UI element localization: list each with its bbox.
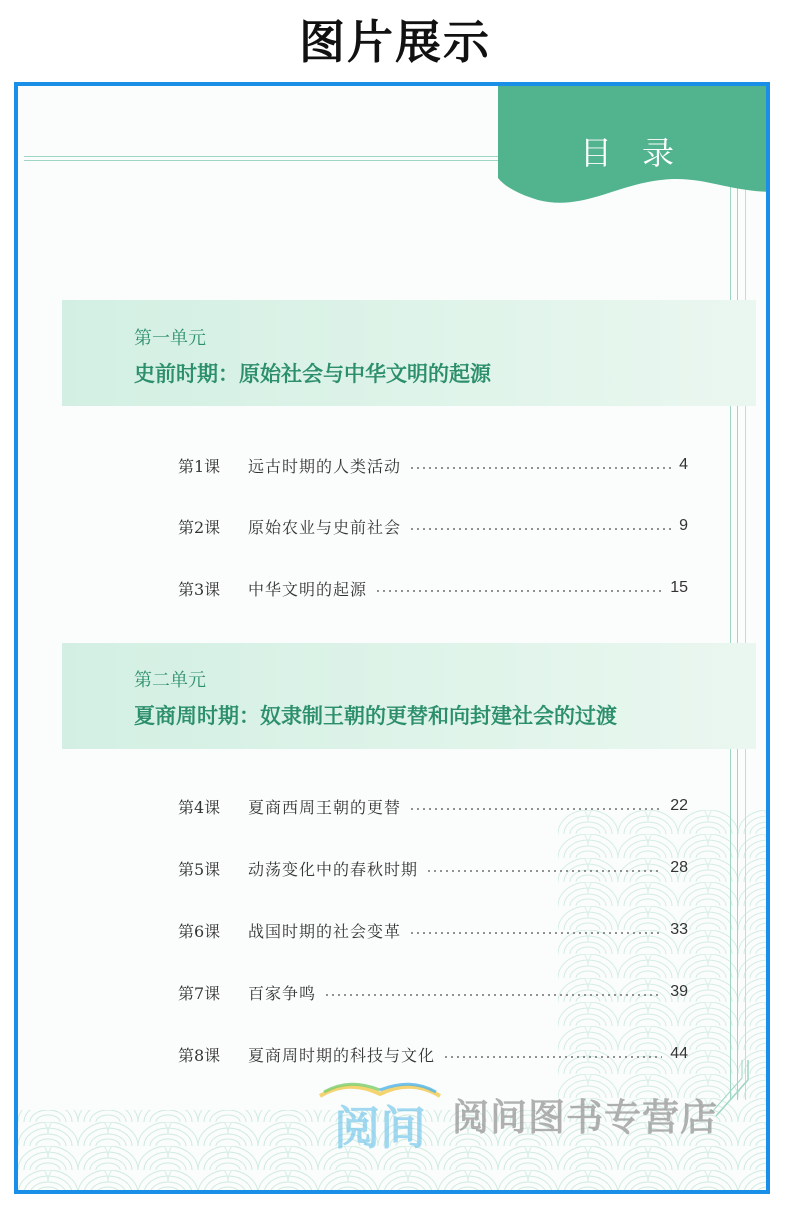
book-page-frame xyxy=(14,82,770,1194)
lesson-title: 百家争鸣 xyxy=(248,983,317,1003)
dot-leader xyxy=(409,528,671,530)
lesson-title: 战国时期的社会变革 xyxy=(248,921,402,941)
dot-leader xyxy=(409,932,662,934)
lesson-number: 第2课 xyxy=(178,517,221,537)
lesson-title: 原始农业与史前社会 xyxy=(248,517,402,537)
lesson-number: 第1课 xyxy=(178,456,221,476)
page-number: 15 xyxy=(670,579,688,596)
page-number: 4 xyxy=(679,456,688,473)
lesson-title: 动荡变化中的春秋时期 xyxy=(248,859,419,879)
dot-leader xyxy=(375,590,662,592)
lesson-title: 远古时期的人类活动 xyxy=(248,456,402,476)
unit-title-1: 史前时期：原始社会与中华文明的起源 xyxy=(134,361,491,386)
lesson-number: 第6课 xyxy=(178,921,221,941)
page-number: 9 xyxy=(679,517,688,534)
page-number: 39 xyxy=(670,983,688,1000)
lesson-number: 第3课 xyxy=(178,579,221,599)
toc-heading: 目 录 xyxy=(579,134,684,172)
lesson-number: 第7课 xyxy=(178,983,221,1003)
lesson-title: 夏商西周王朝的更替 xyxy=(248,797,402,817)
lesson-number: 第4课 xyxy=(178,797,221,817)
toc-entry-lesson-2[interactable] xyxy=(178,514,688,538)
unit-label-1: 第一单元 xyxy=(134,328,206,349)
dot-leader xyxy=(409,467,671,469)
dot-leader xyxy=(426,870,662,872)
unit-banner-1 xyxy=(62,300,756,406)
corner-ornament xyxy=(712,1060,752,1120)
toc-entry-lesson-3[interactable] xyxy=(178,576,688,600)
page-number: 33 xyxy=(670,921,688,938)
toc-entry-lesson-8[interactable] xyxy=(178,1042,688,1066)
toc-entry-lesson-1[interactable] xyxy=(178,453,688,477)
page-number: 28 xyxy=(670,859,688,876)
shop-logo-icon xyxy=(316,1078,444,1150)
toc-entry-lesson-7[interactable] xyxy=(178,980,688,1004)
lesson-number: 第5课 xyxy=(178,859,221,879)
dot-leader xyxy=(409,808,662,810)
shop-watermark xyxy=(316,1078,718,1150)
page-number: 22 xyxy=(670,797,688,814)
lesson-title: 中华文明的起源 xyxy=(248,579,368,599)
dot-leader xyxy=(324,994,662,996)
page-title: 图片展示 xyxy=(299,15,491,69)
toc-entry-lesson-4[interactable] xyxy=(178,794,688,818)
dot-leader xyxy=(443,1056,662,1058)
toc-entry-lesson-6[interactable] xyxy=(178,918,688,942)
toc-heading-tab xyxy=(498,82,770,212)
shop-logo-text: 阅间 xyxy=(334,1101,426,1150)
unit-banner-2 xyxy=(62,643,756,749)
unit-label-2: 第二单元 xyxy=(134,670,206,691)
shop-name: 阅间图书专营店 xyxy=(452,1096,718,1139)
lesson-number: 第8课 xyxy=(178,1045,221,1065)
lesson-title: 夏商周时期的科技与文化 xyxy=(248,1045,436,1065)
unit-title-2: 夏商周时期：奴隶制王朝的更替和向封建社会的过渡 xyxy=(134,703,617,728)
page-number: 44 xyxy=(670,1045,688,1062)
toc-entry-lesson-5[interactable] xyxy=(178,856,688,880)
